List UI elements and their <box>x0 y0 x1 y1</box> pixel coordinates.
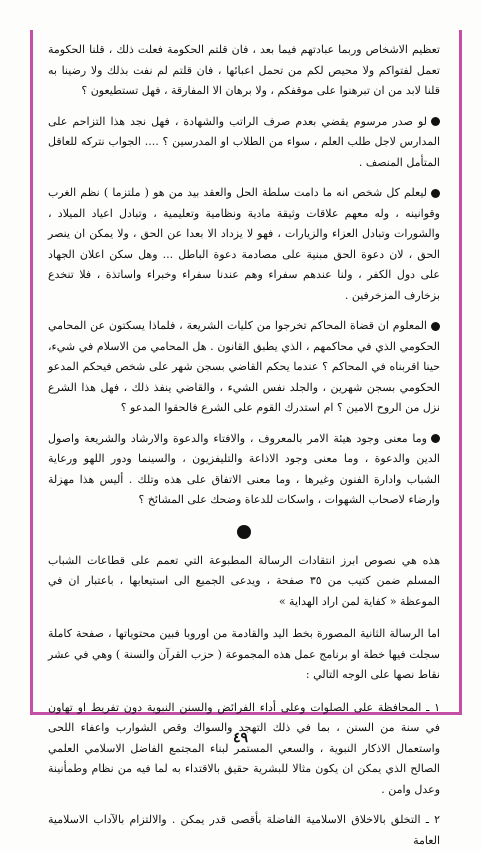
list-item-2: ٢ ـ التخلق بالاخلاق الاسلامية الفاضلة بأقصى قدر يمكن . والالتزام بالآداب الاسلامية العامة <box>48 813 440 847</box>
paragraph-5-text: وما معنى وجود هيئة الامر بالمعروف ، والافتاء والدعوة والارشاد والشريعة واصول الدين والدعوة ، وما معنى وجود الاذاعة والتليفزيون ، والسينما ودور اللهو ورعاية الشباب وادارة الفنون وغيرها ، وما معنى الاتفاق على هذه وتلك . أليس هذا مهزلة وارضاء لاصحاب الشهوات ، واسكات للدعاة وضحك على المشائخ ؟ <box>48 431 440 506</box>
bullet-icon <box>431 117 440 126</box>
paragraph-1: تعظيم الاشخاص وربما عبادتهم فيما بعد ، فان قلتم الحكومة فعلت ذلك ، قلنا الحكومة تعمل لفتواكم ولا محيص لكم من تحمل اعبائها ، فان قلتم لم نفت بذلك ولا رضينا به قلنا لابد من ان تبرهنوا على موقفكم ، ولا برهان الا المفارقة ، فهل تستطيعون ؟ <box>48 43 440 97</box>
paragraph-2 <box>48 112 440 174</box>
section-separator-dot <box>237 525 251 539</box>
paragraph-4 <box>48 316 440 419</box>
paragraph-4-text: المعلوم ان قضاة المحاكم تخرجوا من كليات الشريعة ، فلماذا يسكتون عن المحامي الحكومي الذي في محاكمهم ، الذي يطبق القانون . هل المحامي من الاسلام في شيء، حينا اقربناه في المحاكم ؟ عندما يحكم القاضي بسجن شهر على شخص فيحكم المدعو الحكومي بسجن شهرين ، والجلد نفس الشيء ، والقاضي ينفذ ذلك ، فهل هذا الشرع نزل من الروح الامين ؟ ام استدرك القوم على الشرع فالحقوا المدعو ؟ <box>48 319 440 414</box>
paragraph-3 <box>48 183 440 306</box>
bullet-icon <box>431 322 440 331</box>
list-item-1: ١ ـ المحافظة على الصلوات وعلى أداء الفرائض والسنن النبوية دون تفريط او تهاون في سنة من السنن ، بما في ذلك التهجد والسواك وقص الشوارب واعفاء اللحى واستعمال الاذكار النبوية ، والسعي المستمر لبناء المجتمع الفاضل الاسلامي العلمي الصالح الذي يمكن ان يكون مثالا للبشرية حقيق بالاقتداء به لما فيه من نظام وطمأنينة وعدل وامن . <box>48 700 440 796</box>
bullet-icon <box>431 189 440 198</box>
paragraph-5 <box>48 429 440 511</box>
paragraph-3-text: ليعلم كل شخص انه ما دامت سلطة الحل والعقد بيد من هو ( ملتزما ) نظم الغرب وقوانينه ، وله معهم علاقات وثيقة مادية ونظامية وتعليمية ، وتبادل اعياد الميلاد ، والشورات وتبادل العزاء والزيارات ، فهو لا يزداد الا بعدا عن الحق ، ولا يمكن ان ينصر الحق ، لان دعوة الحق مبنية على مصادمة دعوة الباطل ... وهل سكن اعلان الجهاد على دول الكفر ، ولنا عندهم سفراء وهم عندنا سفراء وخبراء واساتذة ، فلا تنخدع بزخارف المزخرفين . <box>48 186 440 302</box>
page-number: ٤٩ <box>232 730 249 746</box>
bullet-icon <box>431 434 440 443</box>
paragraph-7: اما الرسالة الثانية المصورة بخط اليد والقادمة من اوروبا فبين محتوياتها ، صفحة كاملة سجلت فيها خطة او برنامج عمل هذه المجموعة ( حزب القرآن والسنة ) وهي في عشر نقاط نصها على الوجه التالي : <box>48 627 440 681</box>
paragraph-6: هذه هي نصوص ابرز انتقادات الرسالة المطبوعة التي تعمم على قطاعات الشباب المسلم ضمن كتيب من ٣٥ صفحة ، ويدعى الجميع الى استيعابها ، باعتبار ان في الموعظة « كفاية لمن اراد الهداية » <box>48 553 441 608</box>
paragraph-2-text: لو صدر مرسوم يقضي بعدم صرف الراتب والشهادة ، فهل نجد هذا التزاحم على المدارس لاجل طلب العلم ، سواء من الطلاب او المدرسين ؟ .... الجواب نتركه للعاقل المتأمل المنصف . <box>48 114 440 169</box>
